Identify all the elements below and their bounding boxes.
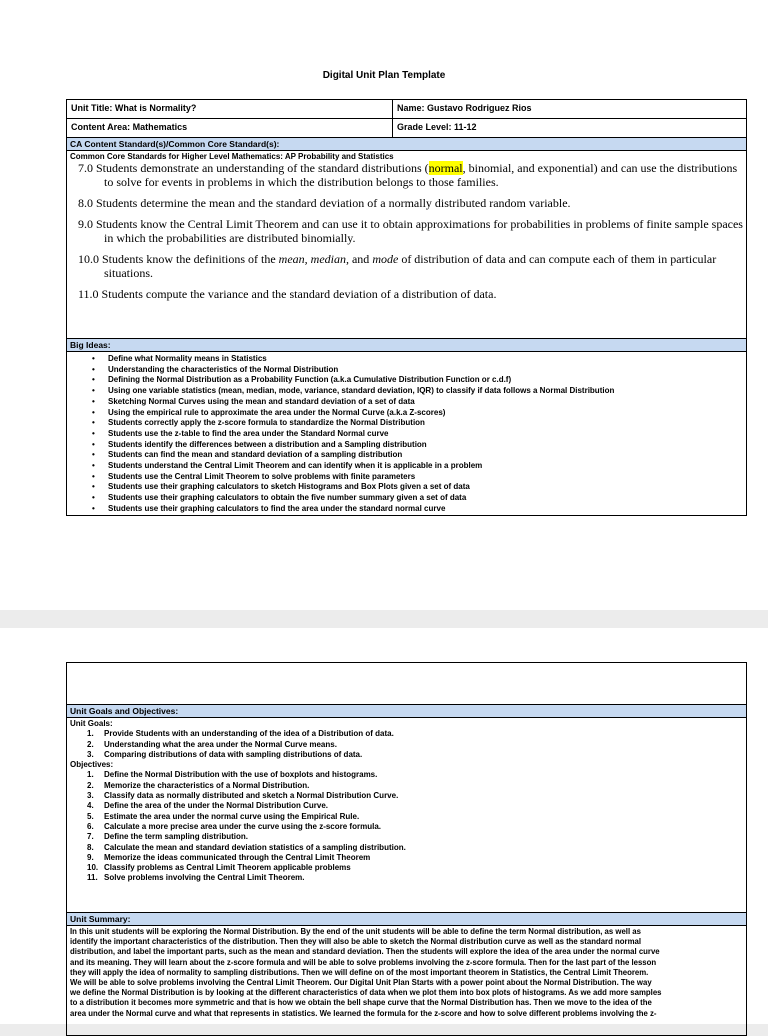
name-cell: Name: Gustavo Rodriguez Rios [393,100,747,119]
item-number: 9. [87,852,94,862]
standards-subheader: Common Core Standards for Higher Level Mathematics: AP Probability and Statistics [70,152,394,161]
big-idea-item: • Students use their graphing calculators to find the area under the standard normal curve [70,504,743,515]
big-idea-item: • Students use the Central Limit Theorem to solve problems with finite parameters [70,472,743,483]
unit-goals-label: Unit Goals: [70,719,113,728]
unit-goals-list [70,729,743,760]
item-number: 3. [87,749,94,759]
big-idea-item: • Students identify the differences between a distribution and a Sampling distribution [70,440,743,451]
standard-8: 8.0 Students determine the mean and the standard deviation of a normally distributed random variable. [78,196,571,210]
item-number: 2. [87,739,94,749]
standards-body [67,151,747,339]
unit-title-cell: Unit Title: What is Normality? [67,100,393,119]
page-2 [0,628,768,1024]
goals-table [66,662,747,1036]
big-idea-item: • Students use their graphing calculators to sketch Histograms and Box Plots given a set of data [70,482,743,493]
goals-header: Unit Goals and Objectives: [67,705,747,718]
item-text: Define the area of the under the Normal Distribution Curve. [104,801,329,811]
goals-body [67,718,747,913]
standards-header: CA Content Standard(s)/Common Core Standard(s): [67,138,747,151]
item-text: Define the term sampling distribution. [104,832,249,842]
item-text: Classify problems as Central Limit Theorem applicable problems [104,863,351,873]
item-number: 1. [87,729,94,739]
summary-body [67,926,747,1036]
objectives-list [70,770,743,883]
objectives-label: Objectives: [70,760,114,770]
empty-cell [67,663,747,705]
unit-goal-item [70,729,743,739]
item-text: Solve problems involving the Central Limit Theorem. [104,873,305,883]
summary-text [70,927,743,1019]
objective-item [70,873,743,883]
item-text: Memorize the ideas communicated through the Central Limit Theorem [104,852,371,862]
item-number: 3. [87,791,94,801]
unit-goal-item [70,740,743,750]
item-text: Classify data as normally distributed and sketch a Normal Distribution Curve. [104,791,399,801]
summary-line: In this unit students will be exploring the Normal Distribution. By the end of the unit students will be able to define the term Normal distribution, as well as [70,927,641,936]
big-ideas-header: Big Ideas: [67,339,747,352]
standard-7: 7.0 Students demonstrate an understanding of the standard distributions (normal, binomial, and exponential) and can use the distributions to solve for events in problems in which the distribution belongs to those families. [78,161,738,189]
objective-item [70,822,743,832]
item-text: Understanding what the area under the Normal Curve means. [104,739,337,749]
big-idea-item: • Sketching Normal Curves using the mean and standard deviation of a set of data [70,397,743,408]
big-idea-item: • Using one variable statistics (mean, median, mode, variance, standard deviation, IQR) to classify if data follows a Normal Distribution [70,386,743,397]
document-title: Digital Unit Plan Template [322,70,446,81]
standard-9: 9.0 Students know the Central Limit Theorem and can use it to obtain approximations for probabilities in problems of finite sample spaces in which the probabilities are distributed binomially. [78,217,743,245]
big-ideas-body [67,352,747,516]
objective-item [70,812,743,822]
item-number: 4. [87,801,94,811]
objective-item [70,801,743,811]
item-number: 6. [87,821,94,831]
item-text: Calculate the mean and standard deviation statistics of a sampling distribution. [104,842,406,852]
grade-level-cell: Grade Level: 11-12 [393,119,747,138]
item-number: 5. [87,811,94,821]
summary-line: identify the important characteristics of the distribution. Then they will also be able to sketch the Normal distribution curve as well as the standard normal [70,937,642,947]
summary-line: to a distribution it becomes more symmetric and that is how we obtain the bell shape curve that the Normal Distribution has. Then we move to the idea of the [70,998,652,1008]
summary-header: Unit Summary: [67,913,747,926]
unit-goal-item [70,750,743,760]
summary-line: We will be able to solve problems involving the Central Limit Theorem. Our Digital Unit Plan Starts with a power point about the Normal Distribution. The way [70,978,652,988]
item-text: Provide Students with an understanding of the idea of a Distribution of data. [104,729,394,739]
objective-item [70,781,743,791]
big-idea-item: • Using the empirical rule to approximate the area under the Normal Curve (a.k.a Z-scores) [70,408,743,419]
item-text: Define the Normal Distribution with the use of boxplots and histograms. [104,770,378,780]
objective-item [70,791,743,801]
big-idea-item: • Students use the z-table to find the area under the Standard Normal curve [70,429,743,440]
big-idea-item: • Define what Normality means in Statistics [70,354,743,365]
item-number: 8. [87,842,94,852]
big-idea-item: • Students can find the mean and standard deviation of a sampling distribution [70,450,743,461]
content-area-cell: Content Area: Mathematics [67,119,393,138]
standard-11: 11.0 Students compute the variance and the standard deviation of a distribution of data. [78,287,497,301]
item-number: 10. [87,863,99,873]
summary-line: area under the Normal curve and what that represents in statistics. We learned the formula for the z-score and how to solve different problems involving the z- [70,1008,657,1018]
summary-line: distribution, and label the important parts, such as the mean and standard deviation. Then the students will explore the idea of the area under the normal curve [70,947,660,957]
item-text: Estimate the area under the normal curve using the Empirical Rule. [104,811,360,821]
objective-item [70,853,743,863]
objective-item [70,832,743,842]
info-table [66,99,747,138]
item-number: 2. [87,780,94,790]
item-text: Comparing distributions of data with sampling distributions of data. [104,749,363,759]
objective-item [70,863,743,873]
standards-table [66,137,747,516]
item-number: 1. [87,770,94,780]
highlighted-term: normal [428,161,463,175]
standard-10: 10.0 Students know the definitions of the mean, median, and mode of distribution of data and can compute each of them in particular situations. [78,252,717,280]
big-idea-item: • Students correctly apply the z-score formula to standardize the Normal Distribution [70,418,743,429]
big-idea-item: • Students use their graphing calculators to obtain the five number summary given a set of data [70,493,743,504]
objective-item [70,770,743,780]
summary-line: and its meaning. They will learn about the z-score formula and will be able to solve problems involving the z-score formula. Then for the last part of the lesson [70,957,657,967]
summary-line: they will apply the idea of normality to sampling distributions. Then we will define on of the most important theorem in Statistics, the Central Limit Theorem. [70,967,649,977]
item-number: 11. [87,873,98,883]
big-idea-item: • Students understand the Central Limit Theorem and can identify when it is applicable in a problem [70,461,743,472]
item-text: Memorize the characteristics of a Normal Distribution. [104,780,310,790]
big-idea-item: • Understanding the characteristics of the Normal Distribution [70,365,743,376]
item-text: Calculate a more precise area under the curve using the z-score formula. [104,821,381,831]
objective-item [70,843,743,853]
big-idea-item: • Defining the Normal Distribution as a Probability Function (a.k.a Cumulative Distribution Function or c.d.f) [70,375,743,386]
big-ideas-list [70,354,743,515]
item-number: 7. [87,832,94,842]
summary-line: we define the Normal Distribution is by looking at the different characteristics of data when we plot them into box plots of histograms. As we add more samples [70,988,662,998]
